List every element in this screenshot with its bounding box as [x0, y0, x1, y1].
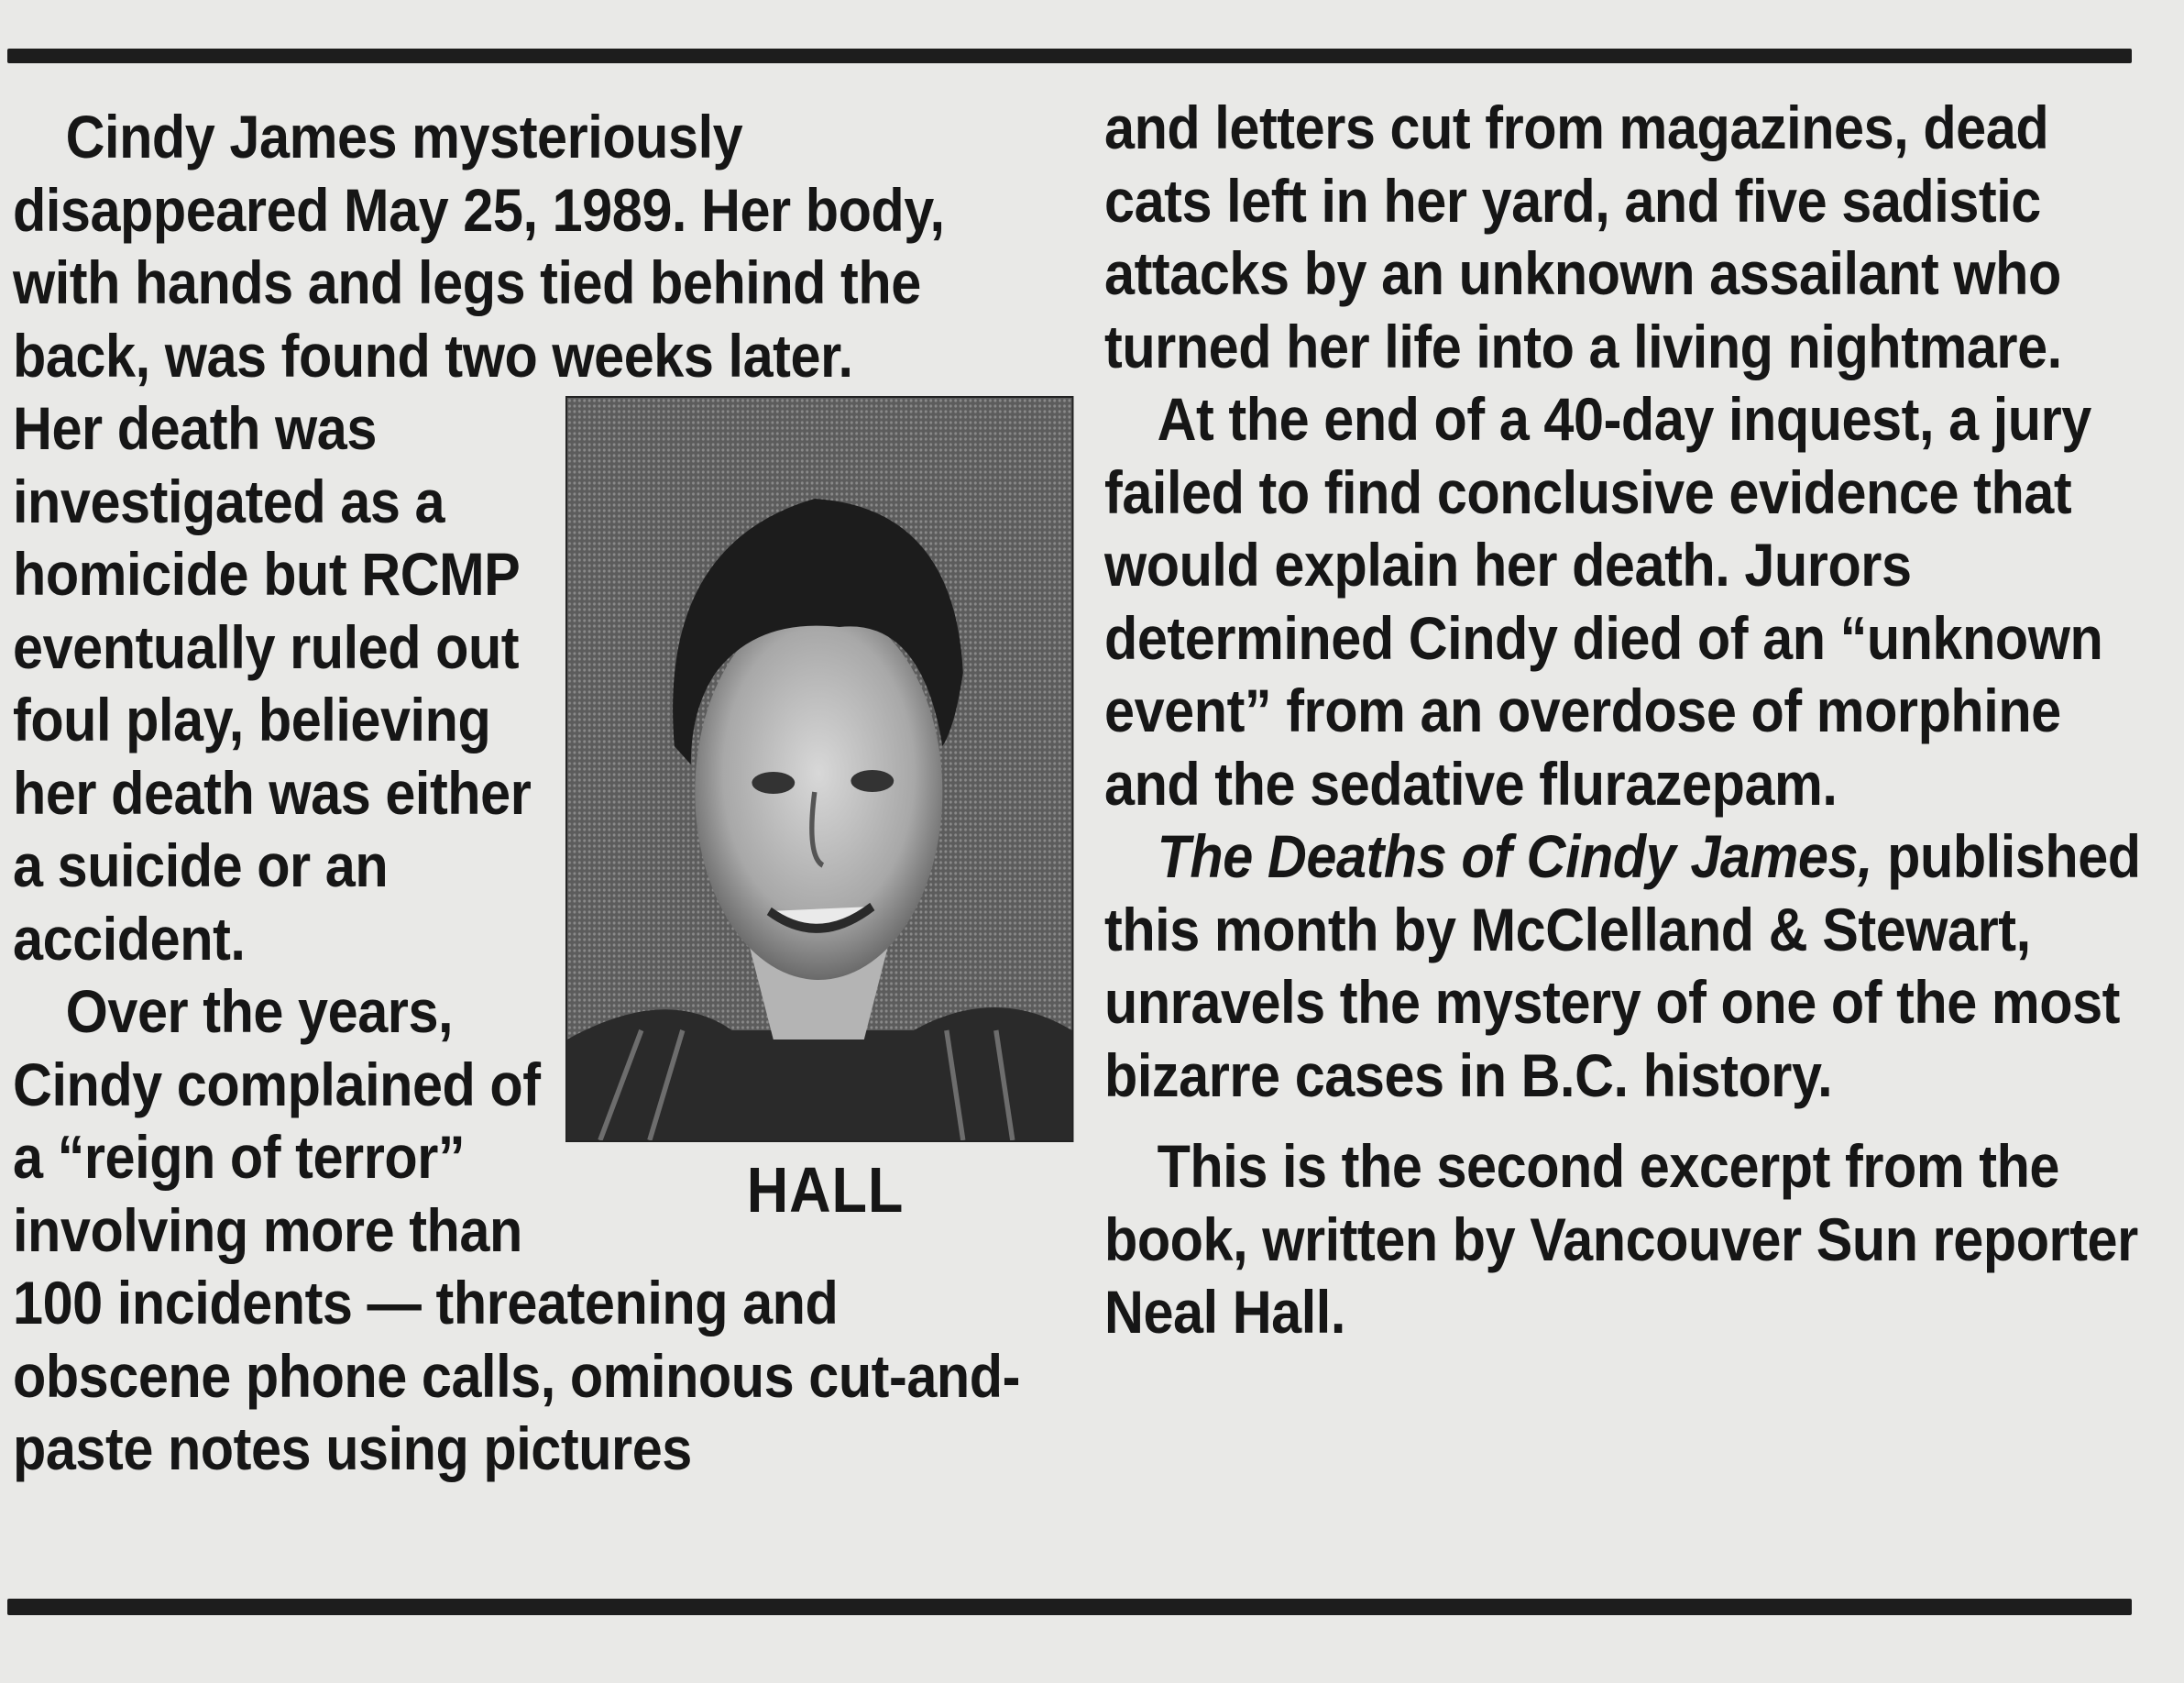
- author-photo: [565, 396, 1073, 1142]
- paragraph-incidents-continued: and letters cut from magazines, dead cats left in her yard, and five sadistic attacks by an unknown assailant who turned her life into a living nightmare.: [1104, 94, 2062, 380]
- book-title: The Deaths of Cindy James,: [1157, 822, 1873, 890]
- author-photo-block: [565, 396, 1085, 1244]
- portrait-image: [567, 398, 1072, 1140]
- book-description: published this month by McClelland & Stewart, unravels the mystery of one of the most bizarre cases in B.C. history.: [1104, 822, 2141, 1109]
- paragraph-reign-of-terror: Over the years, Cindy complained of a “reign of terror” involving more than 100 incidents — threatening and obscene phone calls, ominous cut-and-paste notes using pictures: [13, 977, 1020, 1482]
- paragraph-book: [1104, 820, 2144, 1112]
- top-rule: [7, 49, 2132, 63]
- paragraph-investigation: Her death was investigated as a homicide but RCMP eventually ruled out foul play, believing her death was either a suicide or an accident.: [13, 394, 532, 973]
- left-column: [13, 101, 1036, 1486]
- bottom-rule: [7, 1599, 2132, 1615]
- paragraph-excerpt-note: This is the second excerpt from the book, written by Vancouver Sun reporter Neal Hall.: [1104, 1132, 2138, 1346]
- photo-caption: HALL: [746, 1154, 905, 1226]
- paragraph-inquest: At the end of a 40-day inquest, a jury failed to find conclusive evidence that would explain her death. Jurors determined Cindy died of an “unknown event” from an overdose of morphine and the sedative flurazepam.: [1104, 385, 2103, 818]
- right-column: [1104, 92, 2144, 1349]
- paragraph-disappearance: Cindy James mysteriously disappeared May 25, 1989. Her body, with hands and legs tied behind the back, was found two weeks later.: [13, 103, 945, 390]
